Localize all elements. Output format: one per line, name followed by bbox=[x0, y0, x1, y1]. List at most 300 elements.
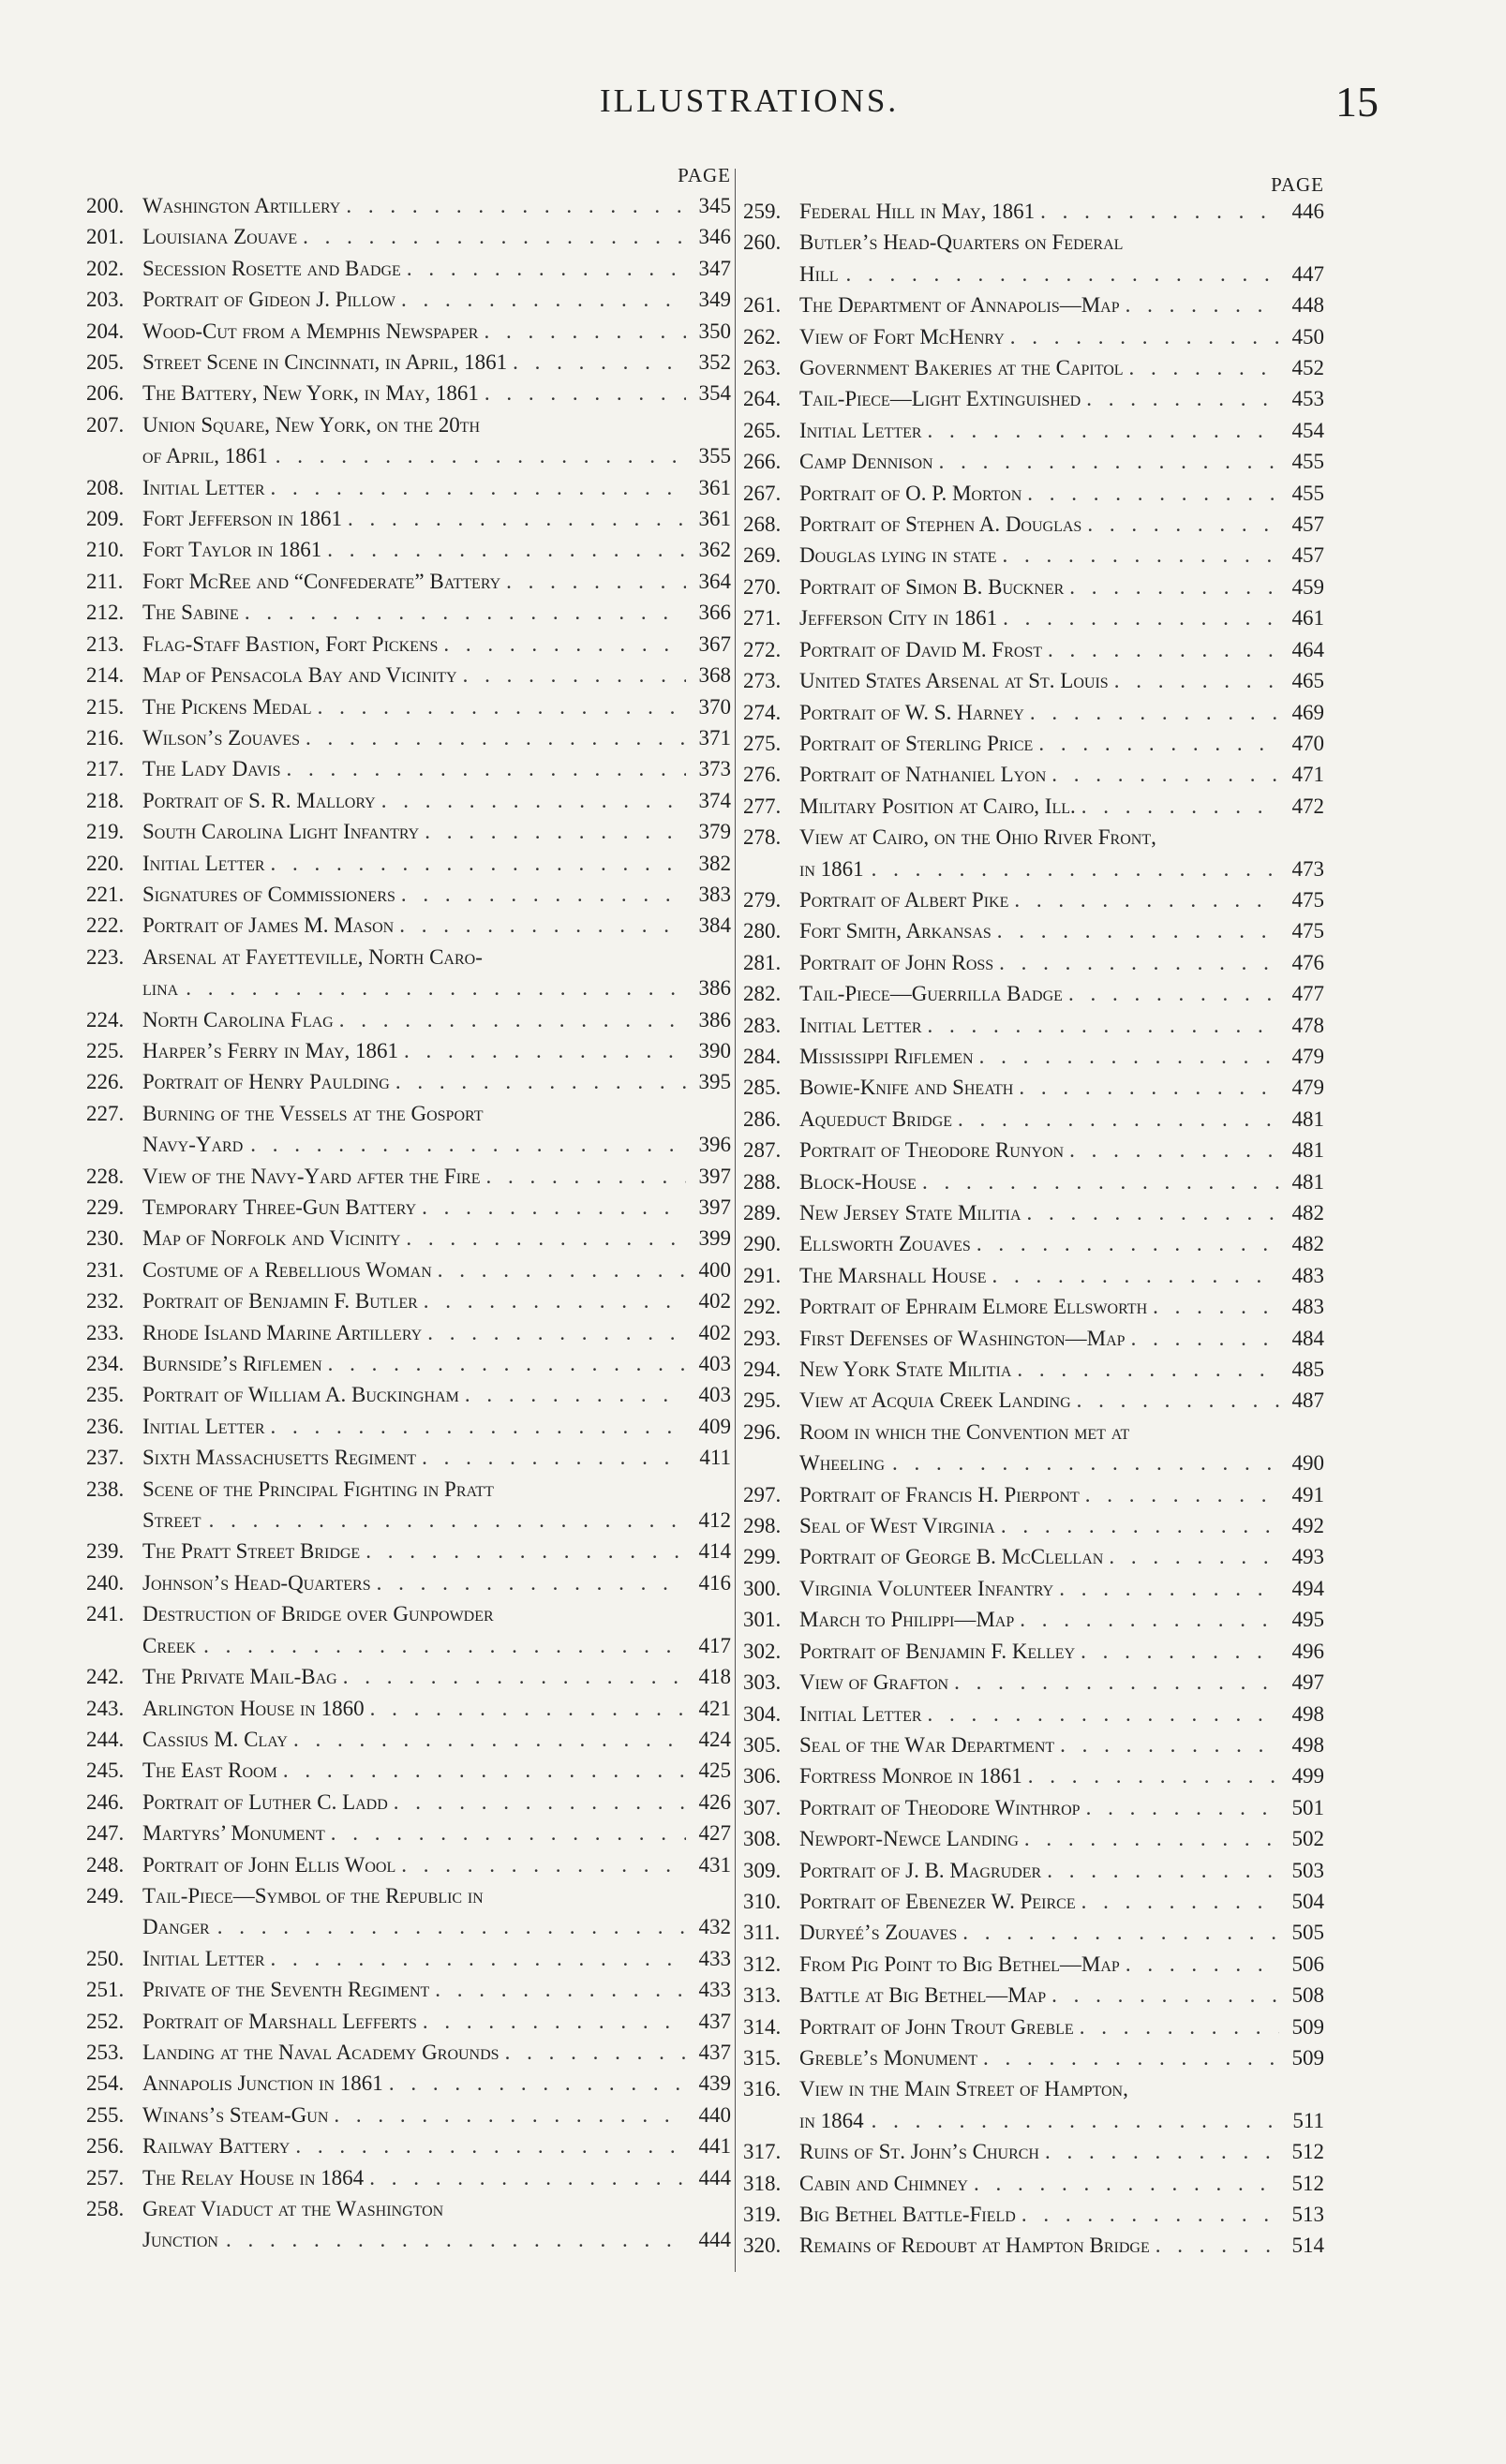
entry-title: Initial Letter bbox=[142, 1414, 265, 1438]
list-item bbox=[86, 2037, 731, 2068]
list-item bbox=[743, 791, 1324, 822]
entry-number: 232. bbox=[86, 1289, 125, 1314]
entry-title: March to Philippi—Map bbox=[799, 1608, 1015, 1632]
entry-page: 444 bbox=[698, 2228, 731, 2252]
dot-leader bbox=[1124, 352, 1279, 383]
entry-page: 433 bbox=[698, 1946, 731, 1970]
entry-title: Temporary Three-Gun Battery bbox=[142, 1195, 417, 1219]
entry-number: 230. bbox=[86, 1226, 125, 1251]
entry-number: 216. bbox=[86, 725, 125, 750]
entry-page: 350 bbox=[698, 319, 731, 343]
column-divider bbox=[735, 169, 736, 2272]
entry-page: 426 bbox=[698, 1789, 731, 1814]
list-item bbox=[86, 1066, 731, 1097]
dot-leader bbox=[1064, 571, 1279, 602]
entry-title: Signatures of Commissioners bbox=[142, 882, 395, 906]
list-item bbox=[86, 879, 731, 910]
entry-number: 295. bbox=[743, 1388, 782, 1413]
list-item bbox=[86, 1880, 731, 1943]
list-item bbox=[743, 509, 1324, 540]
list-item bbox=[743, 1104, 1324, 1135]
entry-number: 263. bbox=[743, 356, 782, 380]
list-item bbox=[86, 316, 731, 347]
entry-title: Portrait of Ebenezer W. Peirce bbox=[799, 1889, 1076, 1913]
dot-leader bbox=[321, 534, 686, 565]
dot-leader bbox=[971, 1228, 1279, 1259]
dot-leader bbox=[390, 1066, 686, 1097]
list-item bbox=[86, 1442, 731, 1473]
entry-page: 490 bbox=[1291, 1451, 1324, 1476]
entry-number: 238. bbox=[86, 1477, 125, 1501]
entry-title: New Jersey State Militia bbox=[799, 1201, 1021, 1225]
list-item bbox=[86, 1317, 731, 1348]
entry-page: 400 bbox=[698, 1257, 731, 1282]
entry-page: 403 bbox=[698, 1383, 731, 1407]
entry-page: 503 bbox=[1291, 1858, 1324, 1882]
entry-title: Portrait of Henry Paulding bbox=[142, 1070, 390, 1094]
entry-page: 481 bbox=[1291, 1138, 1324, 1163]
entry-title: Map of Norfolk and Vicinity bbox=[142, 1226, 401, 1251]
entry-page: 494 bbox=[1291, 1576, 1324, 1600]
list-item bbox=[743, 1041, 1324, 1072]
entry-title: Big Bethel Battle-Field bbox=[799, 2203, 1016, 2226]
list-item bbox=[86, 1098, 731, 1161]
entry-page: 402 bbox=[698, 1289, 731, 1314]
entry-number: 290. bbox=[743, 1232, 782, 1256]
entry-title: Portrait of Theodore Runyon bbox=[799, 1138, 1065, 1163]
entry-number: 284. bbox=[743, 1044, 782, 1068]
dot-leader bbox=[1053, 1573, 1279, 1604]
entry-number: 234. bbox=[86, 1352, 125, 1376]
entry-number: 233. bbox=[86, 1320, 125, 1344]
list-item bbox=[86, 1849, 731, 1880]
entry-page: 485 bbox=[1291, 1358, 1324, 1382]
entry-title: Portrait of John Trout Greble bbox=[799, 2014, 1074, 2039]
dot-leader bbox=[1019, 1823, 1279, 1854]
dot-leader bbox=[395, 284, 686, 315]
dot-leader bbox=[429, 1974, 686, 2005]
dot-leader bbox=[1054, 1729, 1279, 1760]
entry-title: Portrait of Stephen A. Douglas bbox=[799, 512, 1082, 537]
entry-title-continuation: of April, 1861 bbox=[142, 444, 268, 468]
dot-leader bbox=[1074, 2011, 1279, 2042]
entry-number: 302. bbox=[743, 1639, 782, 1663]
dot-leader bbox=[1016, 2199, 1279, 2230]
dot-leader bbox=[948, 1667, 1279, 1698]
dot-leader bbox=[480, 1161, 686, 1192]
entry-page: 446 bbox=[1291, 200, 1324, 223]
entry-page: 514 bbox=[1291, 2234, 1324, 2258]
dot-leader bbox=[1076, 1886, 1279, 1917]
entry-page: 509 bbox=[1291, 2045, 1324, 2070]
dot-leader bbox=[1021, 1197, 1279, 1228]
dot-leader bbox=[995, 1510, 1279, 1541]
dot-leader bbox=[1081, 383, 1279, 414]
entry-number: 242. bbox=[86, 1665, 125, 1689]
list-item bbox=[743, 947, 1324, 978]
entry-title: Portrait of O. P. Morton bbox=[799, 481, 1022, 505]
entry-page: 475 bbox=[1291, 919, 1324, 943]
entry-page: 362 bbox=[698, 538, 731, 562]
entry-number: 268. bbox=[743, 512, 782, 537]
entry-number: 200. bbox=[86, 194, 125, 217]
entry-number: 212. bbox=[86, 601, 125, 625]
entry-title: Arlington House in 1860 bbox=[142, 1696, 365, 1720]
entry-page: 461 bbox=[1291, 606, 1324, 631]
entry-number: 320. bbox=[743, 2234, 782, 2258]
entry-page: 347 bbox=[698, 256, 731, 280]
dot-leader bbox=[422, 1317, 686, 1348]
dot-leader bbox=[993, 947, 1279, 978]
entry-title: View at Cairo, on the Ohio River Front, bbox=[799, 825, 1156, 850]
dot-leader bbox=[334, 1004, 686, 1035]
entry-title: Portrait of J. B. Magruder bbox=[799, 1858, 1042, 1882]
entry-title: Initial Letter bbox=[799, 1013, 922, 1037]
entry-page: 366 bbox=[698, 601, 731, 625]
dot-leader bbox=[922, 1010, 1279, 1041]
entry-title: Jefferson City in 1861 bbox=[799, 606, 998, 631]
entry-title: Federal Hill in May, 1861 bbox=[799, 200, 1036, 223]
entry-page: 508 bbox=[1291, 1983, 1324, 2008]
entry-number: 296. bbox=[743, 1419, 782, 1444]
dot-leader bbox=[933, 446, 1279, 477]
list-item bbox=[743, 822, 1324, 884]
entry-title: Rhode Island Marine Artillery bbox=[142, 1320, 423, 1344]
entry-number: 266. bbox=[743, 450, 782, 474]
list-item bbox=[743, 227, 1324, 289]
list-item bbox=[86, 1004, 731, 1035]
entry-number: 280. bbox=[743, 919, 782, 943]
list-item bbox=[86, 190, 731, 221]
list-item bbox=[743, 1949, 1324, 1980]
entry-page: 506 bbox=[1291, 1952, 1324, 1976]
dot-leader bbox=[401, 253, 686, 284]
dot-leader bbox=[365, 1693, 686, 1724]
entry-title: View of Fort McHenry bbox=[799, 324, 1005, 349]
entry-number: 285. bbox=[743, 1076, 782, 1100]
entry-page: 498 bbox=[1291, 1732, 1324, 1757]
entry-number: 256. bbox=[86, 2134, 125, 2159]
entry-number: 240. bbox=[86, 1570, 125, 1595]
entry-number: 201. bbox=[86, 225, 125, 249]
dot-leader bbox=[342, 503, 686, 534]
entry-page: 382 bbox=[698, 851, 731, 875]
dot-leader bbox=[265, 1411, 686, 1442]
entry-page: 437 bbox=[698, 2040, 731, 2064]
entry-page: 513 bbox=[1291, 2203, 1324, 2226]
entry-number: 310. bbox=[743, 1889, 782, 1913]
entry-page: 453 bbox=[1291, 387, 1324, 411]
entry-title: Private of the Seventh Regiment bbox=[142, 1978, 430, 2002]
entry-number: 235. bbox=[86, 1383, 125, 1407]
list-item bbox=[86, 1348, 731, 1379]
entry-page: 440 bbox=[698, 2102, 731, 2127]
entry-page: 364 bbox=[698, 569, 731, 593]
dot-leader bbox=[1014, 1604, 1279, 1635]
entry-title: The Department of Annapolis—Map bbox=[799, 293, 1120, 318]
entry-page: 349 bbox=[698, 288, 731, 312]
dot-leader bbox=[322, 1348, 686, 1379]
entry-title: Secession Rosette and Badge bbox=[142, 256, 401, 280]
dot-leader bbox=[1033, 728, 1279, 759]
list-item bbox=[86, 1035, 731, 1066]
entry-number: 251. bbox=[86, 1978, 125, 2002]
dot-leader bbox=[997, 540, 1279, 571]
list-item bbox=[86, 472, 731, 503]
entry-number: 239. bbox=[86, 1539, 125, 1564]
dot-leader bbox=[328, 2100, 686, 2130]
list-item bbox=[86, 1943, 731, 1974]
entry-number: 265. bbox=[743, 418, 782, 442]
entry-number: 208. bbox=[86, 475, 125, 499]
entry-number: 271. bbox=[743, 606, 782, 631]
entry-page: 498 bbox=[1291, 1701, 1324, 1726]
dot-leader bbox=[507, 347, 686, 378]
dot-leader bbox=[1120, 1949, 1279, 1980]
entry-number: 237. bbox=[86, 1446, 125, 1470]
entry-title-continuation: in 1864 bbox=[799, 2108, 864, 2132]
entry-number: 292. bbox=[743, 1295, 782, 1319]
dot-leader bbox=[416, 1192, 686, 1223]
right-column bbox=[743, 164, 1324, 2262]
dot-leader bbox=[957, 1917, 1279, 1948]
list-item bbox=[743, 634, 1324, 665]
dot-leader bbox=[1046, 1980, 1279, 2011]
entry-number: 247. bbox=[86, 1821, 125, 1846]
entry-number: 259. bbox=[743, 200, 782, 223]
entry-title: Room in which the Convention met at bbox=[799, 1419, 1130, 1444]
list-item bbox=[86, 534, 731, 565]
dot-leader bbox=[218, 2224, 686, 2255]
dot-leader bbox=[864, 853, 1279, 884]
entry-title: View of the Navy-Yard after the Fire bbox=[142, 1164, 481, 1188]
list-item bbox=[743, 697, 1324, 728]
list-item bbox=[743, 1573, 1324, 1604]
dot-leader bbox=[288, 1724, 686, 1755]
list-item bbox=[743, 2168, 1324, 2199]
entry-page: 479 bbox=[1291, 1076, 1324, 1100]
entry-page: 386 bbox=[698, 1007, 731, 1032]
entry-number: 313. bbox=[743, 1983, 782, 2008]
dot-leader bbox=[438, 629, 686, 660]
entry-number: 245. bbox=[86, 1759, 125, 1783]
entry-number: 249. bbox=[86, 1883, 125, 1907]
entry-title: View of Grafton bbox=[799, 1670, 949, 1695]
list-item bbox=[86, 2162, 731, 2193]
list-item bbox=[743, 571, 1324, 602]
entry-page: 501 bbox=[1291, 1795, 1324, 1819]
entry-page: 432 bbox=[698, 1915, 731, 1939]
entry-number: 222. bbox=[86, 913, 125, 938]
entry-page: 397 bbox=[698, 1195, 731, 1219]
dot-leader bbox=[1035, 196, 1279, 227]
entry-page: 479 bbox=[1291, 1044, 1324, 1068]
entry-number: 312. bbox=[743, 1952, 782, 1976]
list-item bbox=[743, 2011, 1324, 2042]
entry-title-continuation: Navy-Yard bbox=[142, 1133, 244, 1157]
dot-leader bbox=[478, 316, 686, 347]
entry-title: Arsenal at Fayetteville, North Caro- bbox=[142, 944, 483, 969]
left-entry-list bbox=[86, 190, 731, 2256]
entry-page: 502 bbox=[1291, 1827, 1324, 1851]
entry-title: Fort McRee and “Confederate” Battery bbox=[142, 569, 501, 593]
entry-page: 447 bbox=[1291, 261, 1324, 286]
entry-number: 217. bbox=[86, 757, 125, 781]
entry-page: 421 bbox=[698, 1696, 731, 1720]
entry-number: 257. bbox=[86, 2165, 125, 2189]
list-item bbox=[743, 1886, 1324, 1917]
entry-number: 270. bbox=[743, 574, 782, 599]
entry-title: First Defenses of Washington—Map bbox=[799, 1326, 1126, 1350]
entry-title: Union Square, New York, on the 20th bbox=[142, 412, 481, 437]
entry-number: 236. bbox=[86, 1414, 125, 1438]
entry-number: 304. bbox=[743, 1701, 782, 1726]
dot-leader bbox=[1109, 665, 1279, 696]
entry-number: 254. bbox=[86, 2071, 125, 2096]
entry-number: 221. bbox=[86, 882, 125, 906]
entry-title: View at Acquia Creek Landing bbox=[799, 1388, 1071, 1413]
dot-leader bbox=[1021, 478, 1279, 509]
entry-title: Fort Taylor in 1861 bbox=[142, 538, 322, 562]
entry-page: 464 bbox=[1291, 637, 1324, 661]
entry-title: Map of Pensacola Bay and Vicinity bbox=[142, 663, 457, 688]
entry-page: 511 bbox=[1292, 2108, 1324, 2132]
entry-page: 483 bbox=[1291, 1263, 1324, 1287]
list-item bbox=[86, 660, 731, 690]
dot-leader bbox=[917, 1166, 1279, 1197]
list-item bbox=[86, 1192, 731, 1223]
dot-leader bbox=[371, 1567, 686, 1598]
dot-leader bbox=[201, 1505, 686, 1536]
entry-number: 293. bbox=[743, 1326, 782, 1350]
list-item bbox=[86, 1474, 731, 1536]
list-item bbox=[86, 221, 731, 252]
dot-leader bbox=[400, 1223, 686, 1254]
entry-page: 367 bbox=[698, 631, 731, 656]
list-item bbox=[86, 848, 731, 879]
dot-leader bbox=[325, 1818, 686, 1848]
entry-page: 482 bbox=[1291, 1201, 1324, 1225]
entry-page: 437 bbox=[698, 2009, 731, 2033]
entry-number: 248. bbox=[86, 1852, 125, 1877]
entry-page: 481 bbox=[1291, 1169, 1324, 1194]
entry-number: 301. bbox=[743, 1608, 782, 1632]
dot-leader bbox=[432, 1254, 686, 1285]
entry-title: Newport-Newce Landing bbox=[799, 1827, 1019, 1851]
dot-leader bbox=[376, 785, 686, 816]
entry-title: Portrait of Marshall Lefferts bbox=[142, 2009, 417, 2033]
dot-leader bbox=[360, 1536, 686, 1566]
entry-number: 260. bbox=[743, 230, 782, 255]
entry-page: 354 bbox=[698, 381, 731, 406]
list-item bbox=[743, 602, 1324, 633]
list-item bbox=[743, 1197, 1324, 1228]
entry-page: 482 bbox=[1291, 1232, 1324, 1256]
entry-page: 477 bbox=[1291, 982, 1324, 1006]
entry-title-continuation: Street bbox=[142, 1508, 201, 1533]
entry-title: Aqueduct Bridge bbox=[799, 1106, 953, 1131]
list-item bbox=[86, 503, 731, 534]
entry-page: 471 bbox=[1291, 763, 1324, 787]
list-item bbox=[743, 321, 1324, 352]
entry-title: Washington Artillery bbox=[142, 194, 341, 217]
entry-number: 211. bbox=[86, 569, 124, 593]
entry-title: Costume of a Rebellious Woman bbox=[142, 1257, 432, 1282]
entry-number: 205. bbox=[86, 350, 125, 375]
entry-number: 241. bbox=[86, 1602, 125, 1626]
dot-leader bbox=[239, 597, 686, 628]
entry-number: 204. bbox=[86, 319, 125, 343]
entry-page: 386 bbox=[698, 976, 731, 1001]
entry-page: 495 bbox=[1291, 1608, 1324, 1632]
dot-leader bbox=[398, 1035, 686, 1066]
entry-title: Initial Letter bbox=[799, 1701, 922, 1726]
entry-number: 298. bbox=[743, 1514, 782, 1538]
entry-title: Duryeé’s Zouaves bbox=[799, 1921, 958, 1945]
entry-title: Portrait of Albert Pike bbox=[799, 887, 1009, 912]
entry-title: Bowie-Knife and Sheath bbox=[799, 1076, 1014, 1100]
entry-title: Portrait of Simon B. Buckner bbox=[799, 574, 1065, 599]
list-item bbox=[743, 728, 1324, 759]
entry-number: 273. bbox=[743, 669, 782, 693]
entry-title: Portrait of David M. Frost bbox=[799, 637, 1043, 661]
list-item bbox=[86, 409, 731, 472]
entry-number: 315. bbox=[743, 2045, 782, 2070]
entry-number: 287. bbox=[743, 1138, 782, 1163]
entry-number: 229. bbox=[86, 1195, 125, 1219]
list-item bbox=[86, 942, 731, 1004]
dot-leader bbox=[1042, 634, 1279, 665]
entry-number: 209. bbox=[86, 507, 125, 531]
entry-number: 279. bbox=[743, 887, 782, 912]
entry-title: The Lady Davis bbox=[142, 757, 281, 781]
entry-number: 213. bbox=[86, 631, 125, 656]
dot-leader bbox=[416, 1442, 686, 1473]
entry-number: 299. bbox=[743, 1545, 782, 1569]
list-item bbox=[743, 1166, 1324, 1197]
list-item bbox=[743, 352, 1324, 383]
entry-number: 258. bbox=[86, 2197, 125, 2220]
dot-leader bbox=[1064, 1135, 1279, 1165]
entry-title: Tail-Piece—Guerrilla Badge bbox=[799, 982, 1063, 1006]
entry-page: 469 bbox=[1291, 700, 1324, 724]
list-item bbox=[86, 1379, 731, 1410]
entry-title: Tail-Piece—Light Extinguished bbox=[799, 387, 1081, 411]
dot-leader bbox=[417, 2006, 686, 2037]
entry-title: Ruins of St. John’s Church bbox=[799, 2140, 1039, 2164]
list-item bbox=[86, 722, 731, 753]
list-item bbox=[743, 383, 1324, 414]
entry-page: 416 bbox=[698, 1570, 731, 1595]
entry-title: Portrait of John Ellis Wool bbox=[142, 1852, 396, 1877]
list-item bbox=[743, 1417, 1324, 1479]
list-item bbox=[743, 1010, 1324, 1041]
entry-title: Flag-Staff Bastion, Fort Pickens bbox=[142, 631, 439, 656]
entry-title: Initial Letter bbox=[142, 475, 265, 499]
entry-title: Johnson’s Head-Quarters bbox=[142, 1570, 371, 1595]
list-item bbox=[86, 753, 731, 784]
list-item bbox=[743, 1479, 1324, 1510]
list-item bbox=[743, 665, 1324, 696]
dot-leader bbox=[312, 691, 686, 722]
left-column bbox=[86, 164, 731, 2256]
dot-leader bbox=[1011, 1354, 1279, 1385]
entry-title: Burnside’s Riflemen bbox=[142, 1352, 322, 1376]
list-item bbox=[743, 1604, 1324, 1635]
entry-page: 368 bbox=[698, 663, 731, 688]
entry-number: 274. bbox=[743, 700, 782, 724]
entry-number: 210. bbox=[86, 538, 125, 562]
